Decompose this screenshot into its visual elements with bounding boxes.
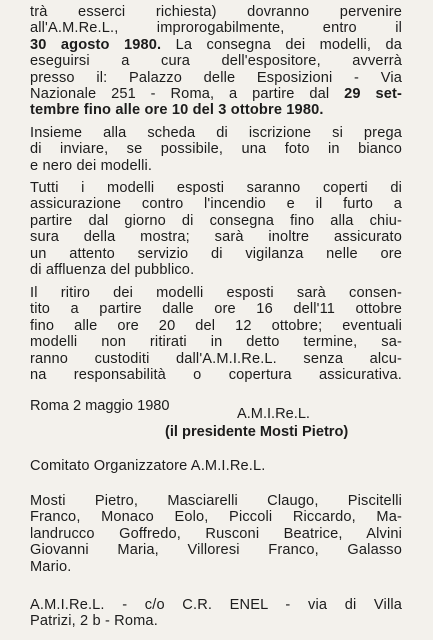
text-line: ranno custoditi dall'A.M.I.Re.L. senza alcu- bbox=[30, 350, 402, 367]
text-fragment: Nazionale 251 - Roma, a partire dal bbox=[30, 86, 345, 103]
photo-request-paragraph bbox=[30, 125, 402, 174]
insurance-paragraph bbox=[30, 180, 402, 278]
delivery-paragraph bbox=[30, 4, 402, 119]
exhibition-dates-cont: tembre fino alle ore 10 del 3 ottobre 1980. bbox=[30, 102, 324, 119]
text-line: A.M.I.Re.L. - c/o C.R. ENEL - via di Villa bbox=[30, 597, 402, 613]
text-line: Patrizi, 2 b - Roma. bbox=[30, 613, 158, 630]
text-fragment: La consegna dei modelli, da bbox=[161, 36, 402, 53]
text-line: Franco, Monaco Eolo, Piccoli Riccardo, Ma- bbox=[30, 509, 402, 526]
text-line: di inviare, se possibile, una foto in bianco bbox=[30, 141, 402, 158]
text-line: assicurazione contro l'incendio e il furto a bbox=[30, 196, 402, 213]
text-line: presso il: Palazzo delle Esposizioni - Via bbox=[30, 69, 402, 86]
committee-title: Comitato Organizzatore A.M.I.Re.L. bbox=[30, 458, 266, 474]
pickup-paragraph bbox=[30, 285, 402, 383]
text-line: Il ritiro dei modelli esposti sarà consen- bbox=[30, 285, 402, 301]
text-line bbox=[30, 102, 402, 118]
address-block bbox=[30, 597, 402, 630]
text-line: fino alle ore 20 del 12 ottobre; eventuali bbox=[30, 317, 402, 334]
committee-members bbox=[30, 493, 402, 575]
place-date: Roma 2 maggio 1980 bbox=[30, 398, 170, 414]
text-line bbox=[30, 37, 402, 53]
text-line: Tutti i modelli esposti saranno coperti di bbox=[30, 180, 402, 196]
text-line: trà esserci richiesta) dovranno pervenire bbox=[30, 4, 402, 20]
committee-heading bbox=[30, 458, 402, 474]
text-line: Mario. bbox=[30, 558, 72, 575]
text-line: Mosti Pietro, Masciarelli Claugo, Piscitelli bbox=[30, 493, 402, 509]
signature-org: A.M.I.Re.L. bbox=[237, 406, 310, 422]
signature-president: (il presidente Mosti Pietro) bbox=[165, 424, 349, 440]
text-line: landrucco Goffredo, Rusconi Beatrice, Alvini bbox=[30, 525, 402, 542]
text-line: Insieme alla scheda di iscrizione si prega bbox=[30, 125, 402, 141]
text-line: un attento servizio di vigilanza nelle ore bbox=[30, 245, 402, 262]
text-line: eseguirsi a cura dell'espositore, avverrà bbox=[30, 53, 402, 70]
text-line: na responsabilità o copertura assicurativa. bbox=[30, 367, 402, 384]
text-line: sura della mostra; sarà inoltre assicurato bbox=[30, 229, 402, 246]
deadline-date: 30 agosto 1980. bbox=[30, 36, 162, 53]
exhibition-dates: 29 set- bbox=[344, 86, 402, 103]
text-line: partire dal giorno di consegna fino alla chiu- bbox=[30, 212, 402, 229]
text-line: all'A.M.Re.L., improrogabilmente, entro il bbox=[30, 20, 402, 37]
text-line: tito a partire dalle ore 16 dell'11 ottobre bbox=[30, 301, 402, 318]
text-line: e nero dei modelli. bbox=[30, 157, 153, 174]
text-line: di affluenza del pubblico. bbox=[30, 262, 195, 279]
text-line bbox=[30, 86, 402, 102]
text-line: Giovanni Maria, Villoresi Franco, Galasso bbox=[30, 542, 402, 559]
text-line: modelli non ritirati in detto termine, sa- bbox=[30, 334, 402, 351]
